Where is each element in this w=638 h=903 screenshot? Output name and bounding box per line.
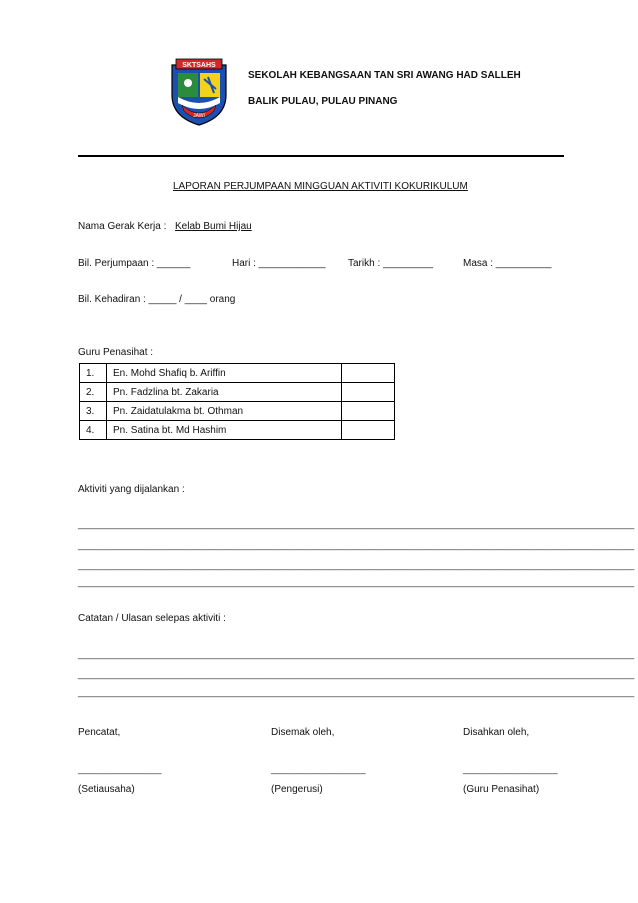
aktiviti-line: ____________________________________________________________________________________________________ — [78, 560, 635, 571]
guru-name: Pn. Satina bt. Md Hashim — [107, 421, 342, 440]
row-number: 2. — [80, 383, 107, 402]
logo-text: SKTSAHS — [182, 62, 216, 69]
row-number: 1. — [80, 364, 107, 383]
bil-kehadiran-field: Bil. Kehadiran : _____ / ____ orang — [78, 294, 236, 305]
row-number: 3. — [80, 402, 107, 421]
guru-penasihat-label: Guru Penasihat : — [78, 347, 154, 358]
disemak-label: Disemak oleh, — [271, 727, 335, 738]
signature-cell — [342, 402, 395, 421]
aktiviti-line: ____________________________________________________________________________________________________ — [78, 540, 635, 551]
header-divider — [78, 155, 564, 157]
aktiviti-line: ____________________________________________________________________________________________________ — [78, 577, 635, 588]
disahkan-label: Disahkan oleh, — [463, 727, 530, 738]
guru-name: Pn. Zaidatulakma bt. Othman — [107, 402, 342, 421]
signature-cell — [342, 383, 395, 402]
guru-penasihat-sign-label: (Guru Penasihat) — [463, 784, 540, 795]
report-title: LAPORAN PERJUMPAAN MINGGUAN AKTIVITI KOKURIKULUM — [173, 181, 468, 192]
signature-cell — [342, 364, 395, 383]
bil-perjumpaan-field: Bil. Perjumpaan : ______ — [78, 258, 191, 269]
aktiviti-label: Aktiviti yang dijalankan : — [78, 484, 185, 495]
signature-cell — [342, 421, 395, 440]
logo-bottom-text: JAWI — [193, 113, 205, 119]
school-name: SEKOLAH KEBANGSAAN TAN SRI AWANG HAD SALLEH — [248, 70, 521, 81]
catatan-label: Catatan / Ulasan selepas aktiviti : — [78, 613, 226, 624]
row-number: 4. — [80, 421, 107, 440]
catatan-line: ____________________________________________________________________________________________________ — [78, 649, 635, 660]
table-row — [80, 402, 395, 421]
nama-gerak-kerja-value: Kelab Bumi Hijau — [175, 221, 252, 232]
school-crest-logo — [168, 55, 230, 127]
guru-name: En. Mohd Shafiq b. Ariffin — [107, 364, 342, 383]
pencatat-signature-line: _______________ — [78, 764, 162, 775]
setiausaha-label: (Setiausaha) — [78, 784, 135, 795]
masa-field: Masa : __________ — [463, 258, 552, 269]
aktiviti-line: ____________________________________________________________________________________________________ — [78, 519, 635, 530]
nama-gerak-kerja-label: Nama Gerak Kerja : — [78, 221, 167, 232]
guru-name: Pn. Fadzlina bt. Zakaria — [107, 383, 342, 402]
table-row — [80, 364, 395, 383]
guru-penasihat-table — [79, 363, 395, 440]
tarikh-field: Tarikh : _________ — [348, 258, 434, 269]
table-row — [80, 421, 395, 440]
disahkan-signature-line: _________________ — [463, 764, 558, 775]
pencatat-label: Pencatat, — [78, 727, 121, 738]
catatan-line: ____________________________________________________________________________________________________ — [78, 669, 635, 680]
disemak-signature-line: _________________ — [271, 764, 366, 775]
pengerusi-label: (Pengerusi) — [271, 784, 323, 795]
school-address: BALIK PULAU, PULAU PINANG — [248, 96, 398, 107]
catatan-line: ____________________________________________________________________________________________________ — [78, 687, 635, 698]
hari-field: Hari : ____________ — [232, 258, 326, 269]
table-row — [80, 383, 395, 402]
